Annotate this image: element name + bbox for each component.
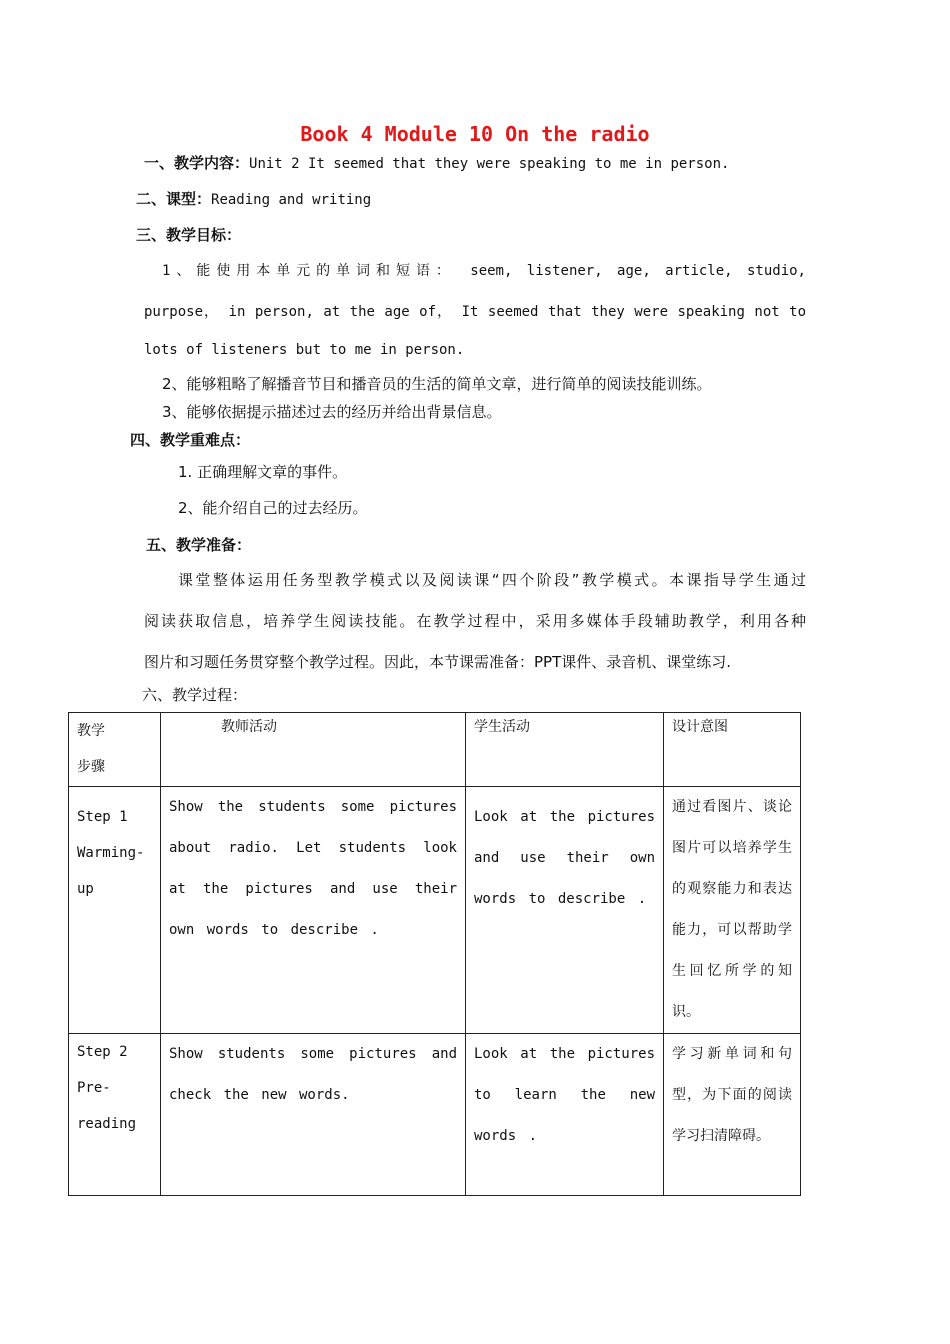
design-purpose-cell: 通过看图片、谈论图片可以培养学生的观察能力和表达能力，可以帮助学生回忆所学的知识。: [664, 787, 801, 1034]
header-design-purpose: 设计意图: [664, 713, 801, 787]
goal-1-line-3: lots of listeners but to me in person.: [144, 342, 465, 358]
design-purpose-cell: 学习新单词和句型，为下面的阅读学习扫清障碍。: [664, 1034, 801, 1196]
teaching-process-table: [68, 712, 801, 1196]
preparation-line-2: 阅读获取信息，培养学生阅读技能。在教学过程中，采用多媒体手段辅助教学，利用各种: [144, 612, 806, 630]
lesson-type-text: Reading and writing: [211, 192, 372, 208]
goal-1-line-2: purpose， in person, at the age of， It seemed that they were speaking not to: [144, 304, 806, 320]
key-point-2: 2、能介绍自己的过去经历。: [178, 499, 368, 517]
section-heading-type: 二、课型：: [136, 190, 212, 208]
section-heading-content: 一、教学内容：: [144, 154, 250, 172]
goal-2: 2、能够粗略了解播音节目和播音员的生活的简单文章，进行简单的阅读技能训练。: [162, 375, 712, 393]
goal-3: 3、能够依据提示描述过去的经历并给出背景信息。: [162, 403, 502, 421]
teacher-activity-cell: Show the students some pictures about radio. Let students look at the pictures and use their own words to describe .: [161, 787, 466, 1034]
key-point-1: 1. 正确理解文章的事件。: [178, 463, 348, 481]
unit-text: Unit 2 It seemed that they were speaking to me in person.: [249, 156, 730, 172]
section-heading-goals: 三、教学目标：: [136, 226, 242, 244]
section-heading-process: 六、教学过程：: [142, 686, 248, 704]
section-type-line: [136, 188, 371, 209]
table-row: [69, 787, 801, 1034]
preparation-line-3: 图片和习题任务贯穿整个教学过程。因此，本节课需准备：PPT课件、录音机、课堂练习.: [144, 653, 732, 671]
step-cell: Step 2 Pre- reading: [69, 1034, 161, 1196]
teacher-activity-cell: Show students some pictures and check the new words.: [161, 1034, 466, 1196]
section-content-line: [144, 152, 729, 173]
student-activity-cell: Look at the pictures and use their own words to describe .: [466, 787, 664, 1034]
section-heading-key-points: 四、教学重难点：: [130, 431, 251, 449]
goal-1-line-1: 1、能使用本单元的单词和短语： seem, listener, age, article, studio,: [162, 263, 806, 279]
preparation-line-1: 课堂整体运用任务型教学模式以及阅读课“四个阶段”教学模式。本课指导学生通过: [178, 571, 806, 589]
table-row: [69, 1034, 801, 1196]
student-activity-cell: Look at the pictures to learn the new words .: [466, 1034, 664, 1196]
page-title: Book 4 Module 10 On the radio: [300, 122, 650, 146]
header-student-activity: 学生活动: [466, 713, 664, 787]
step-cell: Step 1 Warming- up: [69, 787, 161, 1034]
table-header-row: [69, 713, 801, 787]
header-step: 教学 步骤: [69, 713, 161, 787]
header-teacher-activity: 教师活动: [161, 713, 466, 787]
section-heading-preparation: 五、教学准备：: [146, 536, 252, 554]
